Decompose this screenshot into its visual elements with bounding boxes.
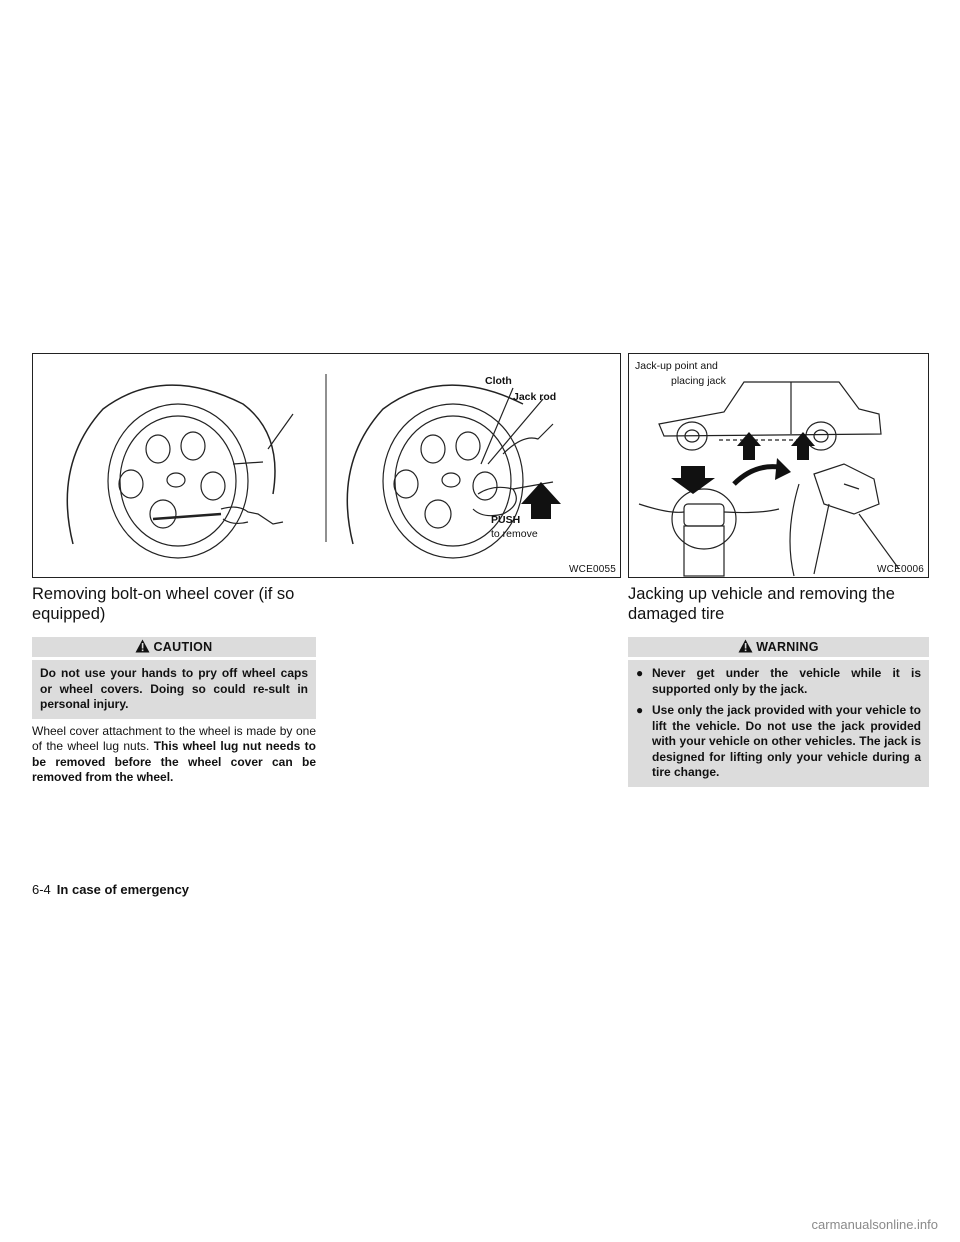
caution-box xyxy=(32,637,316,719)
page-number: 6-4 xyxy=(32,882,51,897)
callout-cloth: Cloth xyxy=(485,375,512,387)
jacking-illustration xyxy=(629,354,928,577)
watermark: carmanualsonline.info xyxy=(811,1217,938,1232)
bullet-icon: ● xyxy=(636,666,644,680)
list-item xyxy=(636,703,921,781)
warning-title-bar xyxy=(628,637,929,657)
body-paragraph xyxy=(32,724,316,786)
callout-jackup-point: Jack-up point and xyxy=(635,360,718,372)
section-jacking xyxy=(628,584,929,787)
callout-to-remove: to remove xyxy=(491,528,538,540)
callout-jack-rod: Jack rod xyxy=(513,391,557,403)
bullet-text: Never get under the vehicle while it is supported only by the jack. xyxy=(652,666,921,696)
caution-title: CAUTION xyxy=(153,640,213,654)
warning-title: WARNING xyxy=(756,640,819,654)
wheel-cover-illustration xyxy=(33,354,620,577)
figure-code: WCE0006 xyxy=(877,564,924,575)
list-item xyxy=(636,666,921,697)
bullet-text: Use only the jack provided with your vehicle to lift the vehicle. Do not use the jack provided with your vehicle on other vehicles. The jack is designed for lifting only your vehicle during a tire change. xyxy=(652,703,921,779)
caution-title-bar xyxy=(32,637,316,657)
figure-code: WCE0055 xyxy=(569,564,616,575)
warning-body xyxy=(628,660,929,787)
wheel-cover-figure xyxy=(32,353,621,578)
warning-triangle-icon xyxy=(738,639,753,659)
callout-push: PUSH xyxy=(491,514,521,526)
page-footer xyxy=(32,882,189,897)
caution-body xyxy=(32,660,316,719)
bullet-icon: ● xyxy=(636,703,644,717)
warning-box xyxy=(628,637,929,787)
section-heading: Removing bolt-on wheel cover (if so equipped) xyxy=(32,585,295,623)
body-plain-text: Wheel cover attachment to the wheel is made by one of the wheel lug nuts. xyxy=(32,723,316,753)
jacking-figure xyxy=(628,353,929,578)
body-bold-text: This wheel lug nut needs to be removed before the wheel cover can be removed from the wheel. xyxy=(32,739,316,784)
warning-list xyxy=(636,666,921,781)
callout-placing-jack: placing jack xyxy=(671,375,726,387)
section-heading: Jacking up vehicle and removing the damaged tire xyxy=(628,585,895,623)
section-wheel-cover xyxy=(32,584,316,786)
caution-text: Do not use your hands to pry off wheel caps or wheel covers. Doing so could re-sult in personal injury. xyxy=(40,666,308,711)
footer-section-title: In case of emergency xyxy=(56,882,190,897)
warning-triangle-icon xyxy=(135,639,150,659)
